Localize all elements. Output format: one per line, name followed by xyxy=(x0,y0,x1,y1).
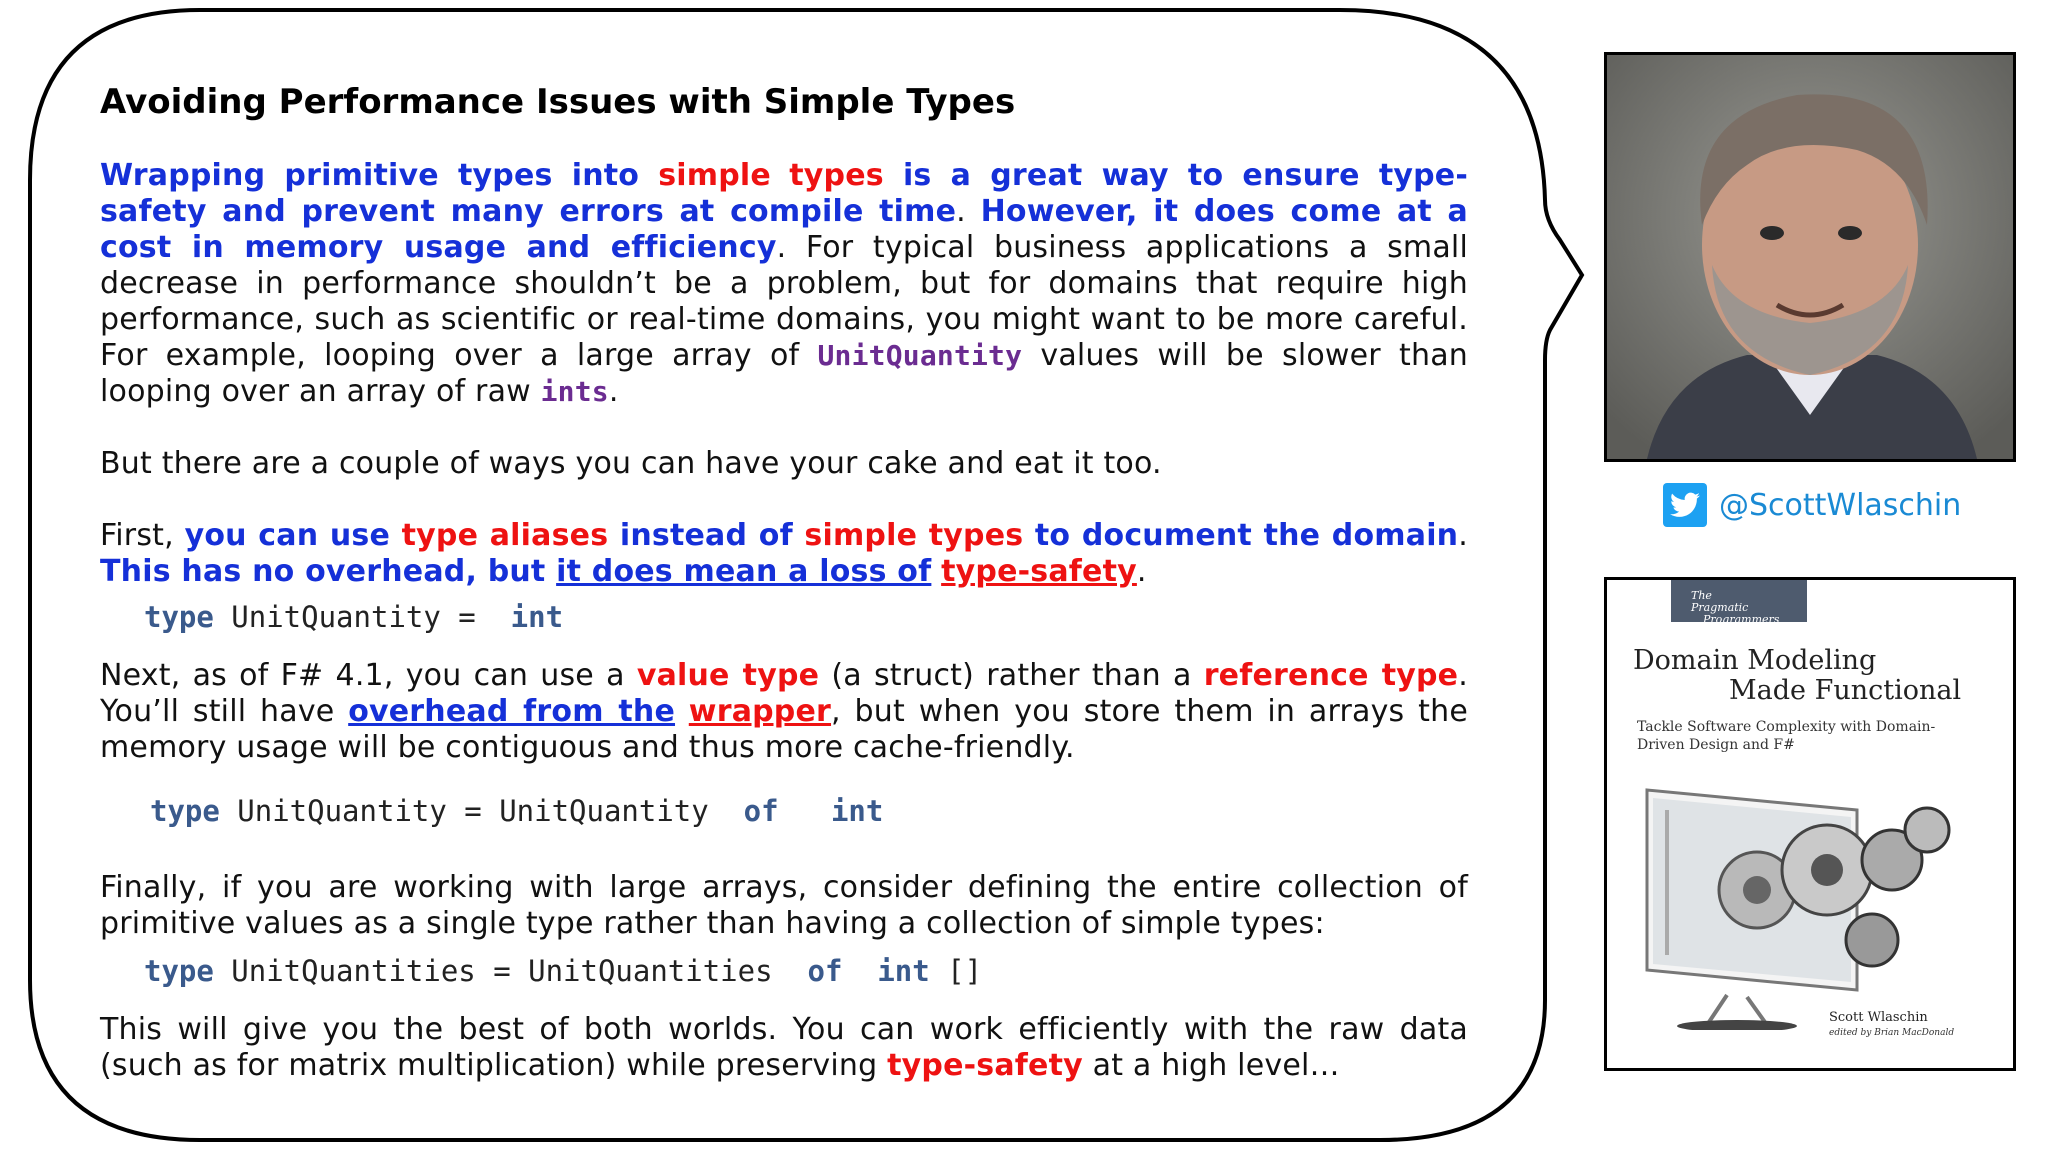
book-editor: edited by Brian MacDonald xyxy=(1829,1028,1955,1038)
p4-s1: Next, as of F# 4.1, you can use a xyxy=(100,658,637,693)
book-cover-illustration xyxy=(1607,770,2013,1030)
p3-s7: . xyxy=(1458,518,1468,553)
p3-s8: This has no overhead, but xyxy=(100,554,557,589)
p1-s9: values will be slower than looping over an array of raw xyxy=(100,338,1469,409)
p4-s2: value type xyxy=(636,658,820,693)
paragraph-cake: But there are a couple of ways you can have your cake and eat it too. xyxy=(100,446,1162,481)
paragraph-intro xyxy=(100,158,1468,410)
book-subtitle: Tackle Software Complexity with Domain-Driven Design and F# xyxy=(1637,719,1936,753)
p4-s4: reference type xyxy=(1203,658,1459,693)
code3-t2: [] xyxy=(929,954,983,988)
p1-s3 xyxy=(771,158,789,193)
author-photo xyxy=(1604,52,2016,462)
author-portrait-illustration xyxy=(1607,55,2013,459)
p3-s2: you can use xyxy=(184,518,402,553)
paragraph-type-aliases xyxy=(100,518,1468,590)
code2-kw1: type xyxy=(150,794,220,828)
code-struct-wrapper xyxy=(150,794,1468,828)
p1-s10: . xyxy=(608,374,619,409)
slide-content xyxy=(100,82,1468,1084)
p1-s7: However, it does come at a cost in memory usage and efficiency xyxy=(100,194,1468,265)
publisher-line2: Pragmatic xyxy=(1691,601,1749,614)
p6-s2: type-safety xyxy=(887,1048,1083,1083)
code1-t1: UnitQuantity = xyxy=(213,600,494,634)
code3-kw2: of xyxy=(807,954,843,988)
code1-kw1: type xyxy=(144,600,214,634)
p3-s4: instead of xyxy=(608,518,805,553)
twitter-bird-icon xyxy=(1663,483,1707,527)
book-title-line2: Made Functional xyxy=(1729,675,1962,706)
p1-s6: . xyxy=(956,194,981,229)
p3-s5: simple types xyxy=(804,518,1024,553)
p1-s8: . For typical business applications a small decrease in performance shouldn’t be a problem, but for domains that require high performance, such as scientific or real-time domains, you might want to be more careful. For example, looping over a large array of xyxy=(100,230,1468,373)
code2-kw3: int xyxy=(830,794,884,828)
p5-text: Finally, if you are working with large arrays, consider defining the entire collection of primitive values as a single type rather than having a collection of simple types: xyxy=(100,870,1468,941)
publisher-tab xyxy=(1671,580,1807,626)
p6-s3: at a high level… xyxy=(1082,1048,1340,1083)
p3-s1: First, xyxy=(100,518,185,553)
inline-code-ints: ints xyxy=(540,375,609,408)
slide-title: Avoiding Performance Issues with Simple Types xyxy=(100,82,1016,122)
p4-s7 xyxy=(675,694,689,729)
code-type-alias xyxy=(144,600,1468,634)
p1-s4: types xyxy=(789,158,884,193)
p3-s12: . xyxy=(1136,554,1147,589)
code1-kw2: int xyxy=(510,600,564,634)
code3-kw1: type xyxy=(144,954,214,988)
paragraph-best-of-both xyxy=(100,1012,1468,1084)
p4-s5: . You’ll still have xyxy=(100,658,1468,729)
p3-s11: type-safety xyxy=(941,554,1137,589)
twitter-link[interactable] xyxy=(1663,483,1961,527)
book-title-line1: Domain Modeling xyxy=(1633,645,1877,676)
code-collection-type xyxy=(144,954,1468,988)
p3-s3: type aliases xyxy=(401,518,609,553)
book-author: Scott Wlaschin xyxy=(1829,1010,1928,1025)
p1-s2: simple xyxy=(658,158,771,193)
code2-kw2: of xyxy=(743,794,779,828)
twitter-handle[interactable]: @ScottWlaschin xyxy=(1719,487,1962,523)
p3-s6: to document the domain xyxy=(1023,518,1459,553)
p6-s1: This will give you the best of both worlds. You can work efficiently with the raw data (such as for matrix multiplication) while preserving xyxy=(100,1012,1468,1083)
p1-s1: Wrapping primitive types into xyxy=(100,158,659,193)
inline-code-unitquantity: UnitQuantity xyxy=(817,339,1023,372)
code3-kw3: int xyxy=(877,954,930,988)
p1-s5: is a great way to ensure type-safety and prevent many errors at compile time xyxy=(100,158,1468,229)
code3-t1: UnitQuantities = UnitQuantities xyxy=(213,954,791,988)
paragraph-large-arrays xyxy=(100,870,1468,942)
p4-s8: wrapper xyxy=(688,694,832,729)
p4-s3: (a struct) rather than a xyxy=(819,658,1204,693)
book-title xyxy=(1633,646,1973,706)
p3-s10 xyxy=(931,554,941,589)
publisher-line3: Programmers xyxy=(1703,613,1780,626)
p3-s9: it does mean a loss of xyxy=(556,554,932,589)
paragraph-value-type xyxy=(100,658,1468,766)
code2-t1: UnitQuantity = UnitQuantity xyxy=(219,794,727,828)
p4-s9: , but when you store them in arrays the memory usage will be contiguous and thus more cache-friendly. xyxy=(100,694,1468,765)
p4-s6: overhead from the xyxy=(348,694,676,729)
book-cover xyxy=(1604,577,2016,1071)
publisher-line1: The xyxy=(1691,589,1712,602)
